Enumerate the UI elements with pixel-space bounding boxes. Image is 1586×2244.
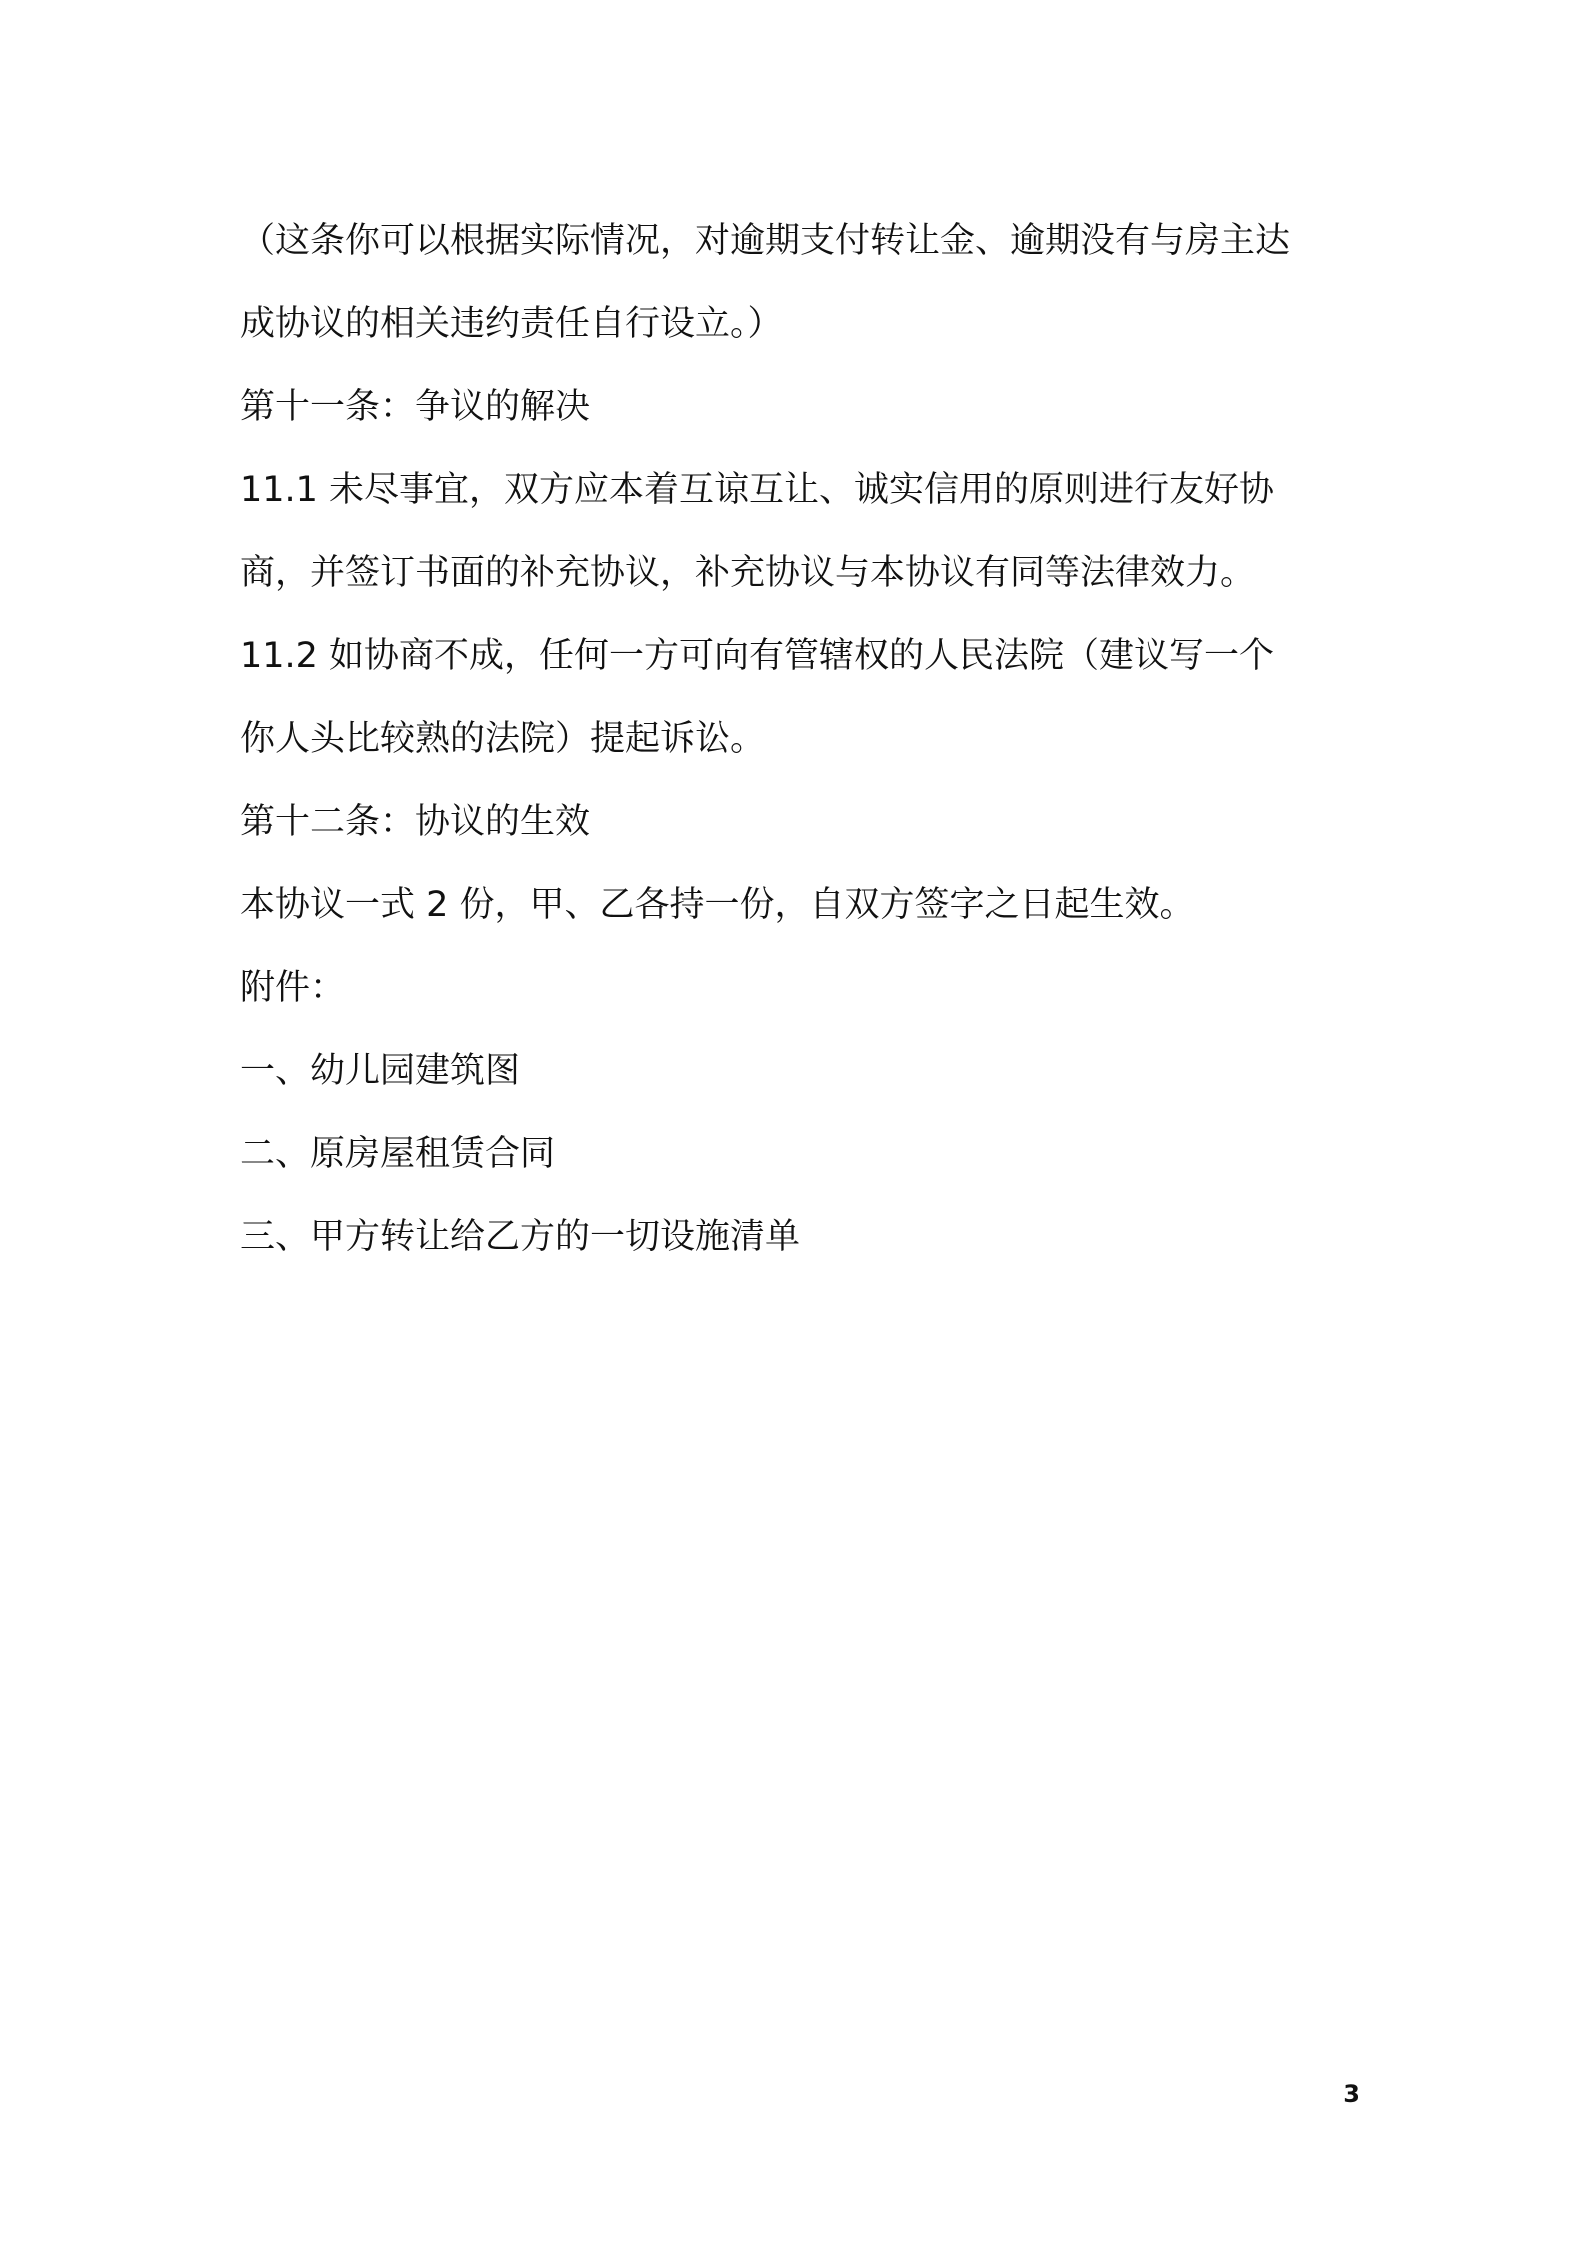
attachments-heading: 附件：: [240, 968, 346, 1008]
section-heading: 第十一条：争议的解决: [240, 387, 591, 427]
paragraph-line: 11.2 如协商不成，任何一方可向有管辖权的人民法院（建议写一个: [240, 636, 1275, 676]
attachment-item: 二、原房屋租赁合同: [240, 1134, 556, 1174]
paragraph-line: （这条你可以根据实际情况，对逾期支付转让金、逾期没有与房主达: [240, 221, 1291, 261]
paragraph-line: 商，并签订书面的补充协议，补充协议与本协议有同等法律效力。: [240, 553, 1256, 593]
document-body: [240, 200, 1350, 1279]
attachment-item: 一、幼儿园建筑图: [240, 1051, 521, 1091]
paragraph-line: 本协议一式 2 份，甲、乙各持一份，自双方签字之日起生效。: [240, 885, 1195, 925]
paragraph-line: 你人头比较熟的法院）提起诉讼。: [240, 719, 766, 759]
page-number: 3: [1343, 2080, 1360, 2108]
section-heading: 第十二条：协议的生效: [240, 802, 591, 842]
paragraph-line: 11.1 未尽事宜，双方应本着互谅互让、诚实信用的原则进行友好协: [240, 470, 1275, 510]
attachment-item: 三、甲方转让给乙方的一切设施清单: [240, 1217, 801, 1257]
paragraph-line: 成协议的相关违约责任自行设立。）: [240, 304, 783, 344]
